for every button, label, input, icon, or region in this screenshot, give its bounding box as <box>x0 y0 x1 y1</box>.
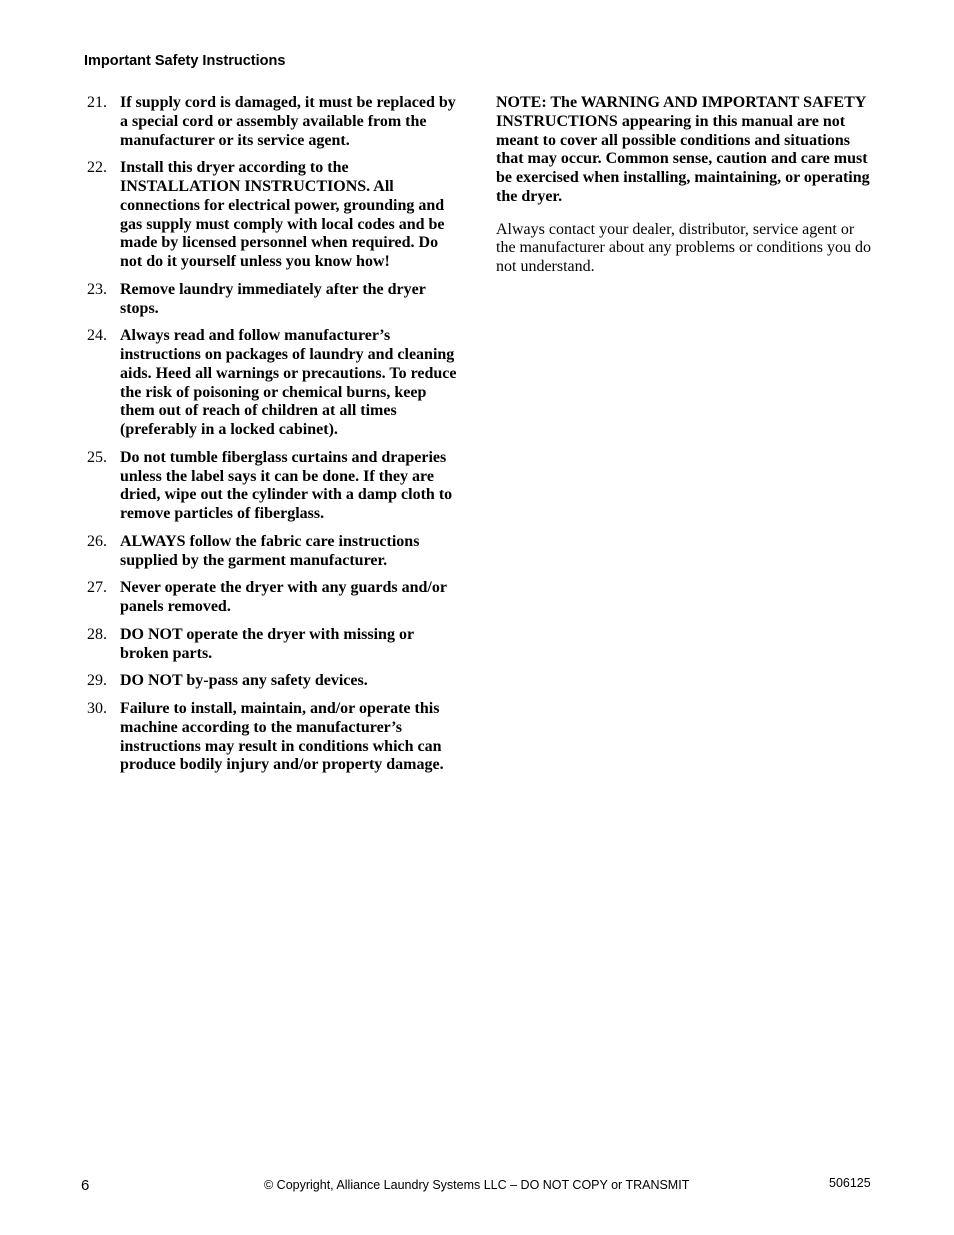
instruction-item-26 <box>84 533 464 571</box>
safety-note: NOTE: The WARNING AND IMPORTANT SAFETY INSTRUCTIONS appearing in this manual are not meant to cover all possible conditions and situations that may occur. Common sense, caution and care must be exercised when installing, maintaining, or operating the dryer. <box>496 94 870 205</box>
instruction-text: Remove laundry immediately after the dryer stops. <box>120 280 426 317</box>
instruction-text: DO NOT operate the dryer with missing or broken parts. <box>120 625 414 662</box>
instruction-item-22 <box>84 159 464 272</box>
instruction-text: Install this dryer according to the INSTALLATION INSTRUCTIONS. All connections for electrical power, grounding and gas supply must comply with local codes and be made by licensed personnel when required. Do not do it yourself unless you know how! <box>120 159 445 270</box>
instruction-item-29 <box>84 672 464 691</box>
document-number: 506125 <box>829 1176 871 1190</box>
instruction-text: Never operate the dryer with any guards and/or panels removed. <box>120 579 447 615</box>
instruction-number: 28. <box>87 625 107 643</box>
instruction-number: 21. <box>87 94 107 111</box>
instruction-number: 27. <box>87 579 107 597</box>
instruction-text: Always read and follow manufacturer’s instructions on packages of laundry and cleaning aids. Heed all warnings or precautions. To reduce the risk of poisoning or chemical burns, keep them out of reach of children at all times (preferably in a locked cabinet). <box>120 327 457 438</box>
instruction-text: ALWAYS follow the fabric care instructions supplied by the garment manufacturer. <box>120 532 420 569</box>
instruction-item-30 <box>84 700 464 775</box>
instruction-number: 25. <box>87 448 107 466</box>
instruction-item-25 <box>84 449 464 524</box>
instruction-text: If supply cord is damaged, it must be replaced by a special cord or assembly available from the manufacturer or its service agent. <box>120 94 456 149</box>
contact-paragraph: Always contact your dealer, distributor, service agent or the manufacturer about any problems or conditions you do not understand. <box>496 220 872 275</box>
instruction-item-27 <box>84 579 464 617</box>
note-column <box>496 94 874 277</box>
instruction-item-23 <box>84 281 464 319</box>
instruction-item-24 <box>84 327 464 440</box>
instruction-number: 29. <box>87 672 107 690</box>
page-number: 6 <box>81 1177 90 1194</box>
instruction-number: 26. <box>87 532 107 550</box>
instruction-number: 30. <box>87 700 107 717</box>
instruction-number: 24. <box>87 327 107 345</box>
instruction-text: Failure to install, maintain, and/or operate this machine according to the manufacturer’s instructions may result in conditions which can produce bodily injury and/or property damage. <box>120 700 444 774</box>
instruction-number: 22. <box>87 159 107 177</box>
instruction-text: Do not tumble fiberglass curtains and draperies unless the label says it can be done. If they are dried, wipe out the cylinder with a damp cloth to remove particles of fiberglass. <box>120 448 453 522</box>
instruction-number: 23. <box>87 280 107 298</box>
instruction-text: DO NOT by-pass any safety devices. <box>120 672 368 690</box>
instruction-list <box>84 94 464 784</box>
instruction-item-28 <box>84 626 464 664</box>
copyright-notice: © Copyright, Alliance Laundry Systems LLC – DO NOT COPY or TRANSMIT <box>264 1178 690 1192</box>
section-header: Important Safety Instructions <box>84 53 286 69</box>
instruction-item-21 <box>84 94 464 150</box>
